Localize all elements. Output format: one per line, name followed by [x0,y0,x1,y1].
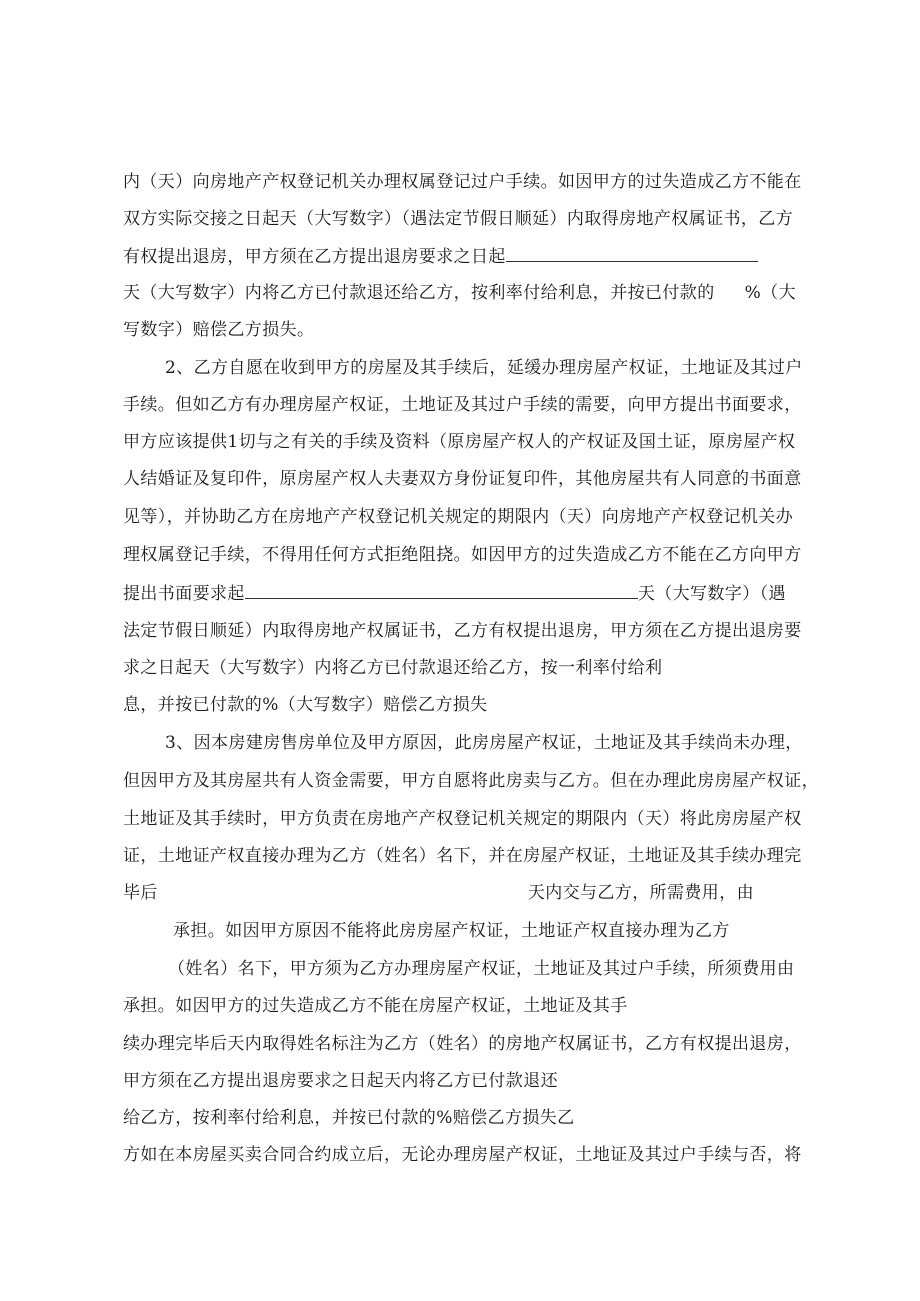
fill-blank [245,582,638,599]
text-line [123,582,786,605]
text-line: 人结婚证及复印件，原房屋产权人夫妻双方身份证复印件，其他房屋共有人同意的书面意 [123,469,802,489]
text-segment: 毕后 [123,883,158,903]
text-line: 手续。但如乙方有办理房屋产权证，土地证及其过户手续的需要，向甲方提出书面要求， [123,395,802,415]
text-line [123,882,754,904]
text-segment: 天（大写数字）内将乙方已付款退还给乙方，按利率付给利息，并按已付款的 [123,283,715,303]
text-segment: %（大 [744,283,796,303]
fill-blank [506,245,758,262]
text-line: 方如在本房屋买卖合同合约成立后，无论办理房屋产权证，土地证及其过户手续与否，将 [123,1145,802,1165]
text-line: 求之日起天（大写数字）内将乙方已付款退还给乙方，按一利率付给利 [123,658,663,678]
text-line: 甲方应该提供1切与之有关的手续及资料（原房屋产权人的产权证及国土证，原房屋产权 [123,432,796,452]
text-line: 给乙方，按利率付给利息，并按已付款的%赔偿乙方损失乙 [123,1108,575,1128]
text-line: 承担。如因甲方原因不能将此房房屋产权证，土地证产权直接办理为乙方 [173,921,730,941]
text-line: 甲方须在乙方提出退房要求之日起天内将乙方已付款退还 [123,1071,558,1091]
text-line [123,245,758,268]
text-segment: 天（大写数字）（遇 [637,584,786,604]
text-segment: 提出书面要求起 [123,584,245,604]
text-line [123,282,796,304]
text-line: 写数字）赔偿乙方损失。 [123,320,315,340]
text-line: 内（天）向房地产产权登记机关办理权属登记过户手续。如因甲方的过失造成乙方不能在 [123,172,802,192]
text-line: 但因甲方及其房屋共有人资金需要，甲方自愿将此房卖与乙方。但在办理此房房屋产权证， [123,771,819,791]
text-line: 3、因本房建房售房单位及甲方原因，此房房屋产权证，土地证及其手续尚未办理， [165,733,803,753]
text-line: （姓名）名下，甲方须为乙方办理房屋产权证，土地证及其过户手续，所须费用由 [168,959,795,979]
text-line: 息，并按已付款的%（大写数字）赔偿乙方损失 [123,695,488,715]
text-line: 法定节假日顺延）内取得房地产权属证书，乙方有权提出退房，甲方须在乙方提出退房要 [123,621,802,641]
text-line: 双方实际交接之日起天（大写数字）（遇法定节假日顺延）内取得房地产权属证书，乙方 [123,209,794,229]
text-segment: 天内交与乙方，所需费用，由 [527,883,755,903]
text-line: 证，土地证产权直接办理为乙方（姓名）名下，并在房屋产权证，土地证及其手续办理完 [123,846,802,866]
text-line: 见等），并协助乙方在房地产产权登记机关规定的期限内（天）向房地产产权登记机关办 [123,507,794,527]
text-segment: 有权提出退房，甲方须在乙方提出退房要求之日起 [123,247,506,267]
text-line: 2、乙方自愿在收到甲方的房屋及其手续后，延缓办理房屋产权证，土地证及其过户 [165,358,803,378]
text-line: 承担。如因甲方的过失造成乙方不能在房屋产权证，土地证及其手 [123,996,628,1016]
text-line: 续办理完毕后天内取得姓名标注为乙方（姓名）的房地产权属证书，乙方有权提出退房， [123,1034,802,1054]
text-line: 理权属登记手续，不得用任何方式拒绝阻挠。如因甲方的过失造成乙方不能在乙方向甲方 [123,545,802,565]
text-line: 土地证及其手续时，甲方负责在房地产产权登记机关规定的期限内（天）将此房房屋产权 [123,809,802,829]
